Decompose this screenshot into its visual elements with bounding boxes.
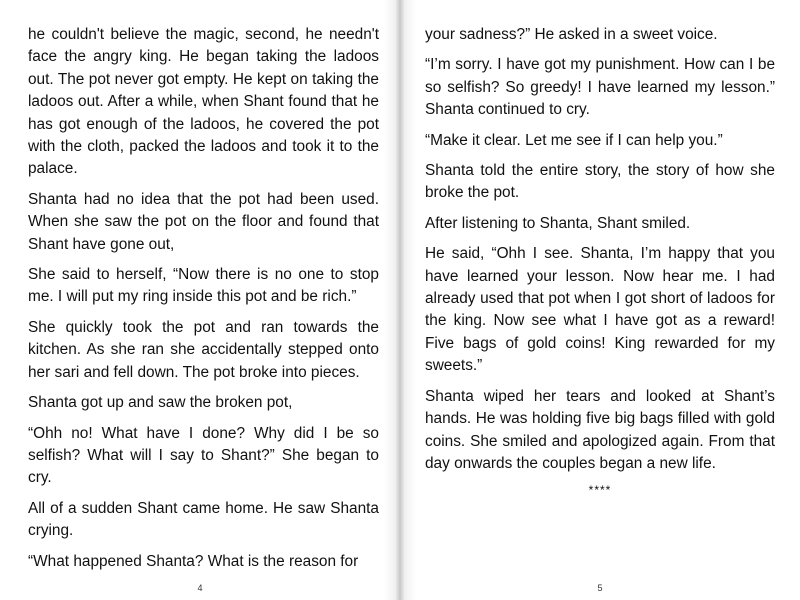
paragraph: He said, “Ohh I see. Shanta, I’m happy that you have learned your lesson. Now hear me. I had already used that pot when I got short of ladoos for the king. Now see what I have got as a reward! Five bags of gold coins! King rewarded for my sweets.” bbox=[425, 245, 775, 375]
paragraph: “Ohh no! What have I done? Why did I be so selfish? What will I say to Shant?” She began to cry. bbox=[28, 424, 379, 487]
paragraph: Shanta had no idea that the pot had been used. When she saw the pot on the floor and found that Shant have gone out, bbox=[28, 190, 379, 253]
paragraph: Shanta wiped her tears and looked at Shant’s hands. He was holding five big bags filled with gold coins. She smiled and apologized again. From that day onwards the couples began a new life. bbox=[425, 387, 775, 472]
paragraph: Shanta told the entire story, the story of how she broke the pot. bbox=[425, 162, 775, 202]
paragraph: your sadness?” He asked in a sweet voice. bbox=[425, 26, 718, 43]
paragraph: he couldn't believe the magic, second, he needn't face the angry king. He began taking the ladoos out. The pot never got empty. He kept on taking the ladoos out. After a while, when Shant found that he has got enough of the ladoos, he covered the pot with the cloth, packed the ladoos and took it to the palace. bbox=[28, 26, 379, 178]
right-page bbox=[400, 0, 800, 600]
page-number: 4 bbox=[197, 583, 203, 593]
paragraph: She said to herself, “Now there is no one to stop me. I will put my ring inside this pot and be rich.” bbox=[28, 266, 379, 306]
section-end-mark: **** bbox=[588, 483, 612, 498]
page-number: 5 bbox=[597, 583, 603, 593]
paragraph: “Make it clear. Let me see if I can help you.” bbox=[425, 131, 723, 149]
paragraph: “I’m sorry. I have got my punishment. How can I be so selfish? So greedy! I have learned my lesson.” Shanta continued to cry. bbox=[425, 56, 775, 119]
paragraph: Shanta got up and saw the broken pot, bbox=[28, 394, 293, 412]
paragraph: She quickly took the pot and ran towards the kitchen. As she ran she accidentally stepped onto her sari and fell down. The pot broke into pieces. bbox=[28, 318, 379, 381]
paragraph: All of a sudden Shant came home. He saw Shanta crying. bbox=[28, 499, 379, 540]
paragraph: “What happened Shanta? What is the reason for bbox=[28, 552, 359, 570]
paragraph: After listening to Shanta, Shant smiled. bbox=[425, 214, 691, 232]
